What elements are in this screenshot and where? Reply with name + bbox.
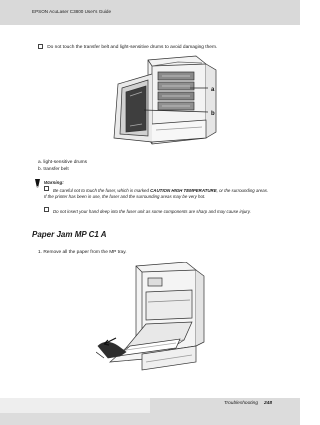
warning-text-cont: , or the surrounding areas. If the printer has been in use, the fuser and the surrounding areas may be very hot. <box>44 188 269 199</box>
step-1: 1. Remove all the paper from the MP tray. <box>38 250 127 255</box>
caption-b: b. transfer belt <box>38 167 69 172</box>
bullet-box-icon <box>44 207 49 212</box>
warning-text: Be careful not to touch the fuser, which is marked <box>53 188 151 193</box>
warning-icon <box>34 179 41 188</box>
running-header: EPSON AcuLaser C3800 User's Guide <box>32 9 112 14</box>
bullet-box-icon <box>38 44 43 49</box>
page-number: 248 <box>263 401 272 406</box>
label-a: a <box>211 87 215 93</box>
footer-section: Troubleshooting <box>223 401 258 406</box>
bullet-box-icon <box>44 186 49 191</box>
caption-a: a. light-sensitive drums <box>38 160 88 165</box>
running-footer <box>224 401 272 406</box>
section-heading: Paper Jam MP C1 A <box>32 230 107 239</box>
printer-open-illustration <box>78 54 238 146</box>
warning-text: Do not insert your hand deep into the fuser unit as some components are sharp and may cause injury. <box>53 209 251 214</box>
warning-emphasis: CAUTION HIGH TEMPERATURE <box>150 188 217 193</box>
label-b: b <box>211 111 215 117</box>
warning-title: Warning: <box>44 180 64 185</box>
warning-item-1 <box>44 186 269 200</box>
warning-item-2 <box>44 207 269 215</box>
intro-bullet <box>38 44 217 51</box>
intro-bullet-text: Do not touch the transfer belt and light-sensitive drums to avoid damaging them. <box>47 44 218 50</box>
mp-tray-illustration <box>96 262 206 374</box>
footer-left-block <box>0 398 150 413</box>
